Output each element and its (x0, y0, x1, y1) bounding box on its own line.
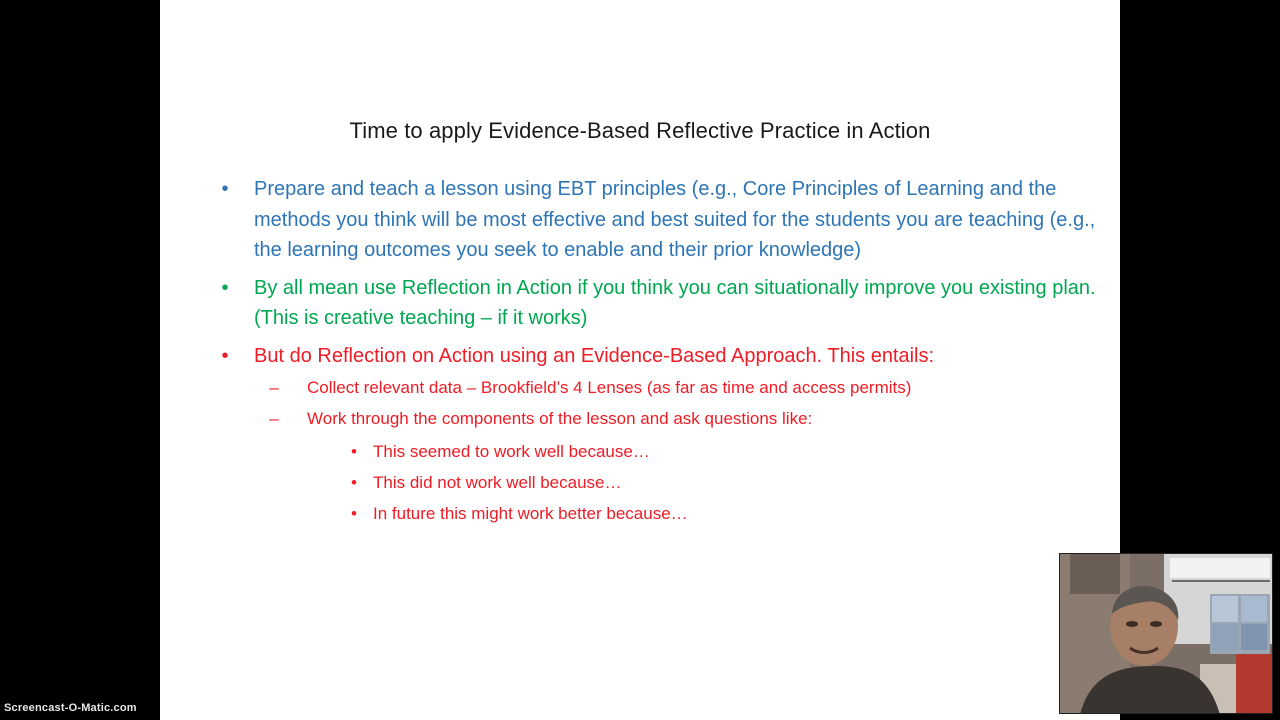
bullet-item (218, 174, 1098, 266)
bullet-marker: • (221, 178, 229, 200)
sub-sub-bullet-item (348, 498, 1098, 529)
sub-sub-bullet-text: This seemed to work well because… (373, 442, 650, 461)
recorder-watermark: Screencast-O-Matic.com (4, 702, 137, 714)
sub-bullet-item (266, 373, 1098, 404)
dash-marker: – (269, 408, 279, 428)
bullet-marker: • (351, 442, 357, 461)
sub-bullet-text: Collect relevant data – Brookfield’s 4 Lenses (as far as time and access permits) (307, 378, 912, 397)
webcam-person-icon (1060, 554, 1273, 714)
sub-bullet-list (254, 373, 1098, 529)
bullet-marker: • (351, 504, 357, 523)
webcam-overlay (1059, 553, 1273, 714)
bullet-text: But do Reflection on Action using an Evidence-Based Approach. This entails: (254, 344, 935, 367)
sub-bullet-text: Work through the components of the lesson and ask questions like: (307, 408, 813, 428)
bullet-text: Prepare and teach a lesson using EBT principles (e.g., Core Principles of Learning and the methods you think will be most effective and best suited for the students you are teaching (e.g., the learning outcomes you seek to enable and their prior knowledge) (254, 178, 1096, 261)
sub-sub-bullet-text: In future this might work better because… (373, 504, 688, 523)
bullet-text: By all mean use Reflection in Action if you think you can situationally improve you existing plan. (This is creative teaching – if it works) (254, 276, 1096, 329)
sub-sub-bullet-list (307, 436, 1098, 529)
bullet-list (218, 174, 1098, 536)
bullet-marker: • (221, 276, 229, 299)
bullet-item (218, 273, 1098, 334)
presentation-slide (160, 0, 1120, 720)
bullet-marker: • (221, 344, 229, 367)
sub-sub-bullet-item (348, 467, 1098, 498)
dash-marker: – (269, 378, 279, 397)
bullet-item (218, 341, 1098, 530)
sub-sub-bullet-item (348, 436, 1098, 467)
sub-sub-bullet-text: This did not work well because… (373, 473, 622, 492)
bullet-marker: • (351, 473, 357, 492)
slide-title: Time to apply Evidence-Based Reflective Practice in Action (349, 118, 931, 143)
sub-bullet-item (266, 404, 1098, 530)
